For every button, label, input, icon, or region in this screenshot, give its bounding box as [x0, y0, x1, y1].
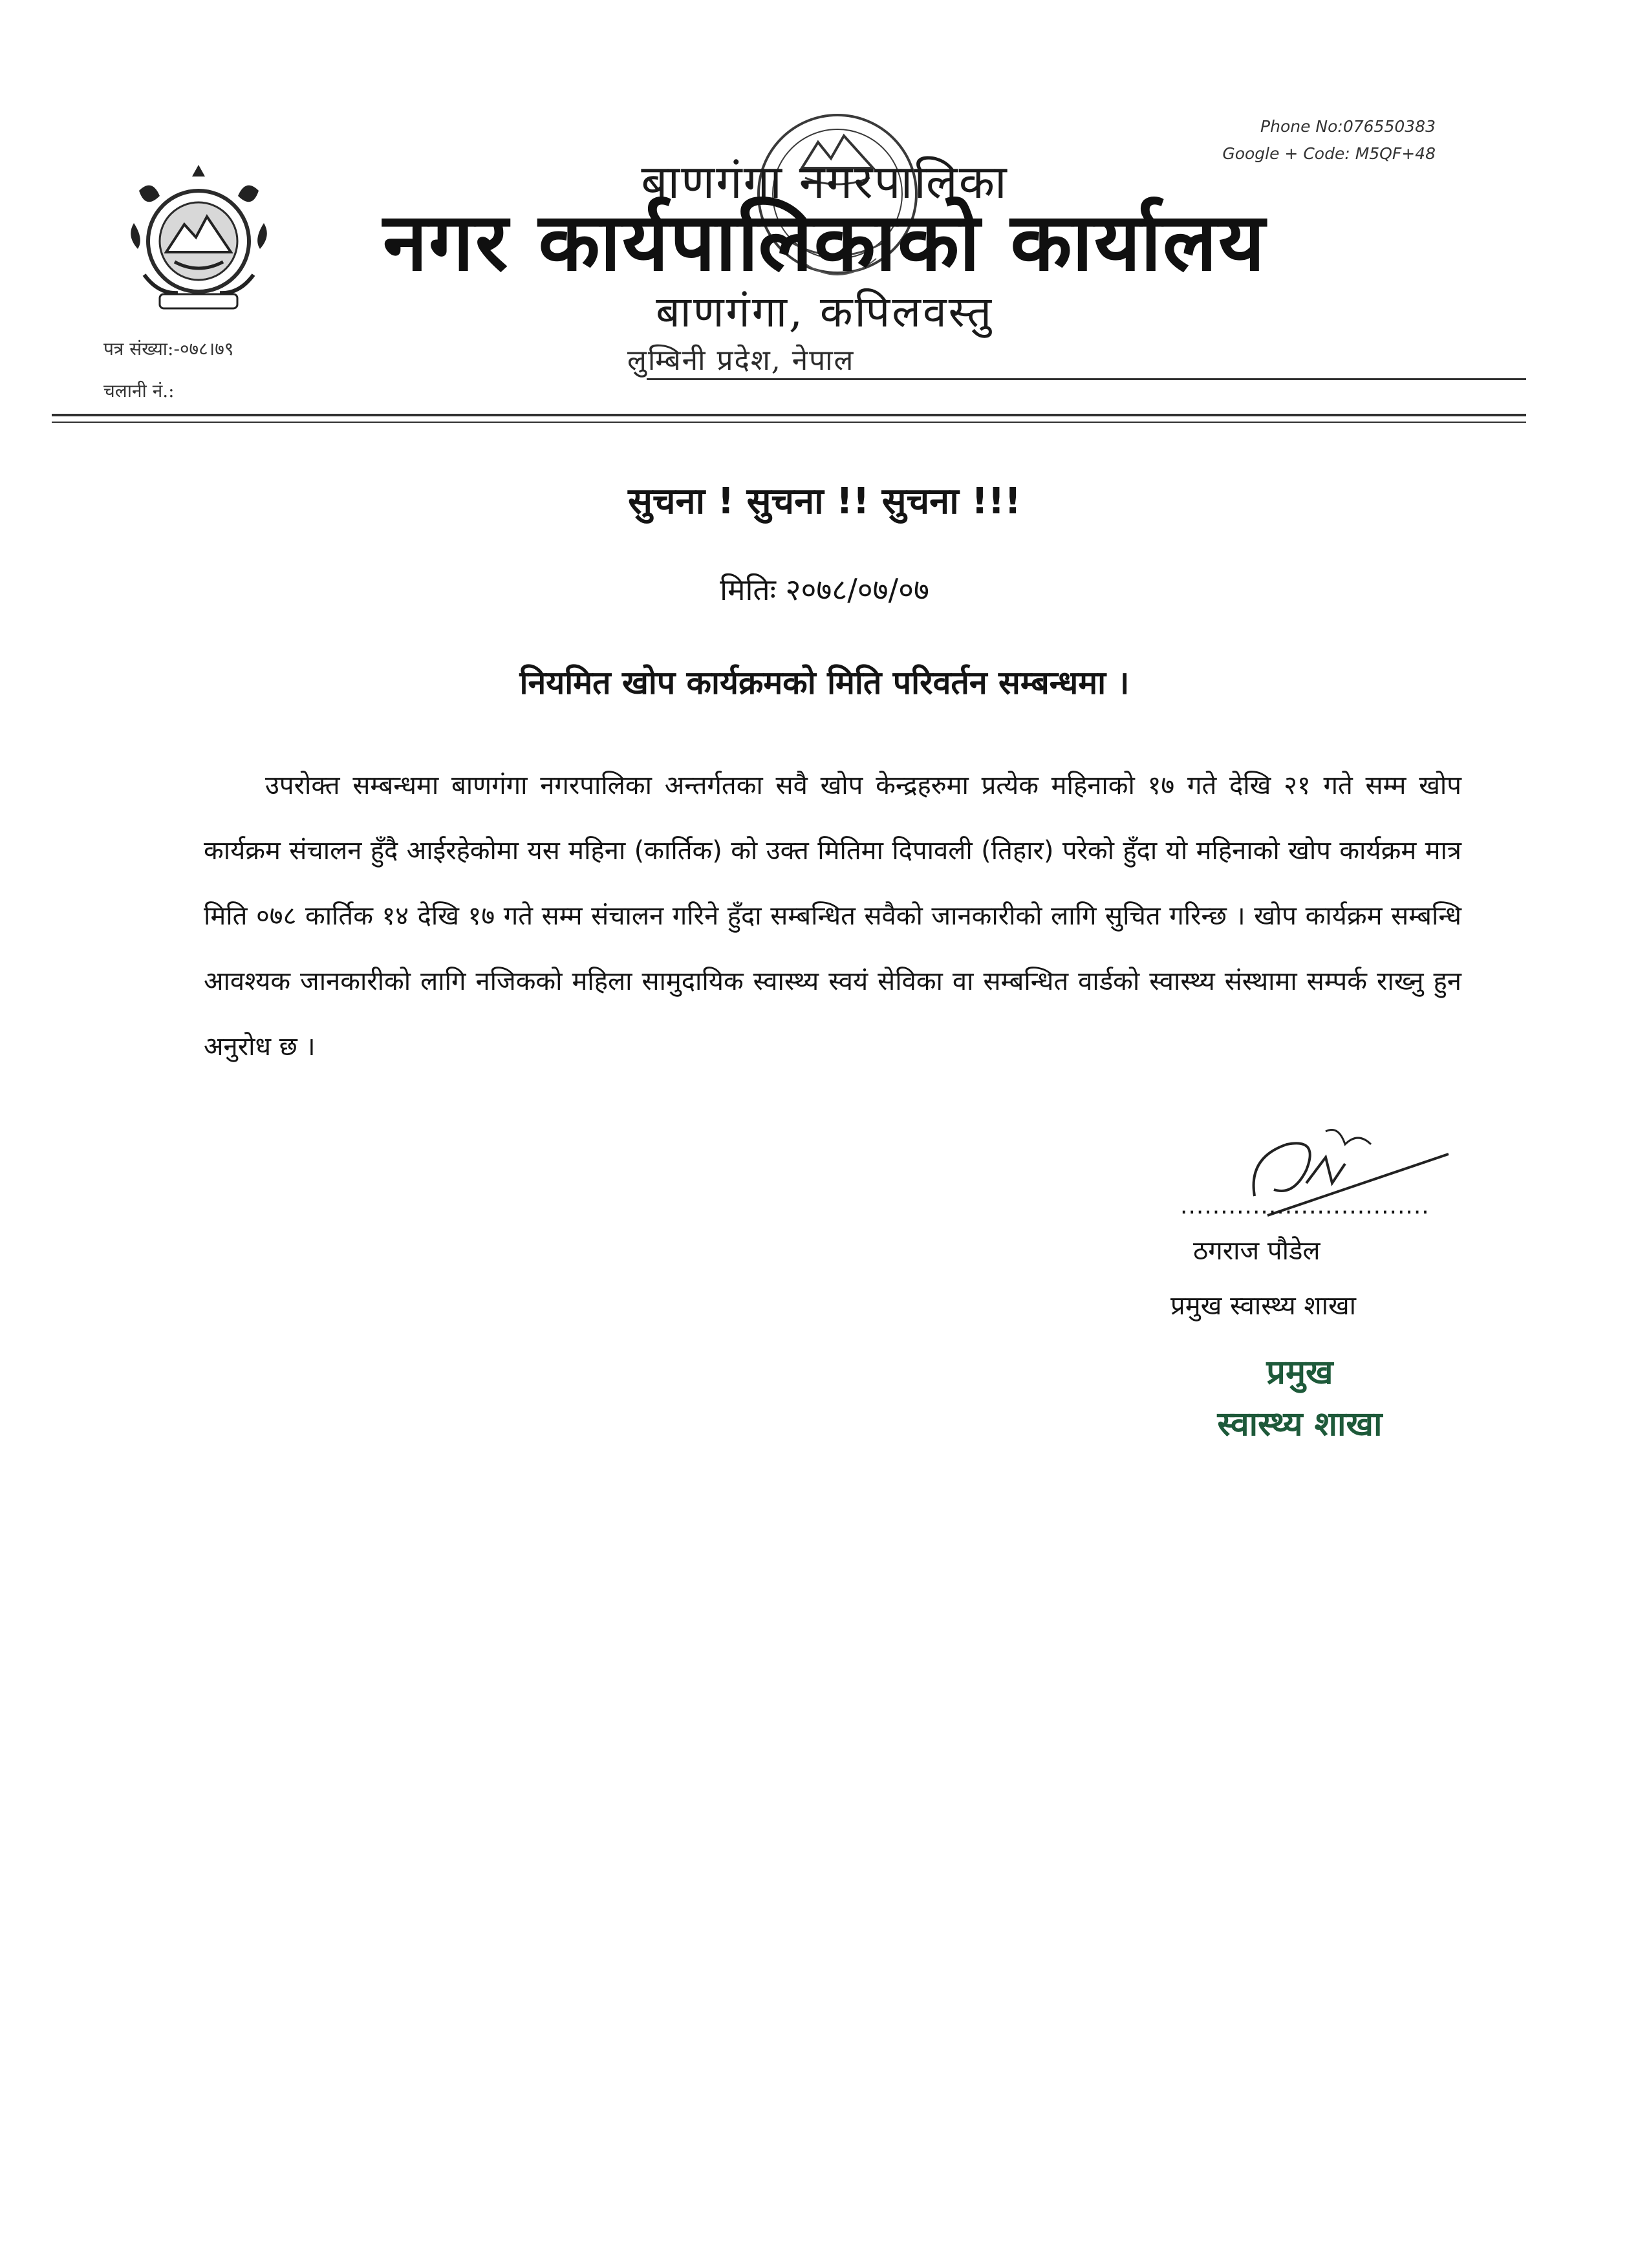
notice-subject: नियमित खोप कार्यक्रमको मिति परिवर्तन सम्बन्धमा । — [519, 664, 1130, 701]
office-title: नगर कार्यपालिकाको कार्यालय — [383, 195, 1266, 289]
letter-number: पत्र संख्या:-०७८।७९ — [103, 338, 234, 359]
municipality-name: बाणगंगा नगरपालिका — [641, 155, 1008, 209]
province-line: लुम्बिनी प्रदेश, नेपाल — [627, 344, 855, 377]
notice-body: उपरोक्त सम्बन्धमा बाणगंगा नगरपालिका अन्तर्गतका सवै खोप केन्द्रहरुमा प्रत्येक महिनाको १७ गते देखि २१ गते सम्म खोप कार्यक्रम संचालन हुँदै आईरहेकोमा यस महिना (कार्तिक) को उक्त मितिमा दिपावली (तिहार) परेको हुँदा यो महिनाको खोप कार्यक्रम मात्र मिति ०७८ कार्तिक १४ देखि १७ गते सम्म संचालन गरिने हुँदा सम्बन्धित सवैको जानकारीको लागि सुचित गरिन्छ । खोप कार्यक्रम सम्बन्धि आवश्यक जानकारीको लागि नजिकको महिला सामुदायिक स्वास्थ्य स्वयं सेविका वा सम्बन्धित वार्डको स्वास्थ्य संस्थामा सम्पर्क राख्नु हुन अनुरोध छ । — [204, 771, 1461, 1062]
phone-number: Phone No:076550383 — [1260, 117, 1436, 136]
header-rule-top — [647, 378, 1526, 380]
notice-heading: सुचना ! सुचना !! सुचना !!! — [628, 480, 1021, 522]
google-plus-code: Google + Code: M5QF+48 — [1222, 144, 1436, 163]
stamp-line-1: प्रमुख — [1266, 1353, 1333, 1392]
header-rule-double — [52, 414, 1526, 416]
notice-date: मितिः २०७८/०७/०७ — [720, 572, 929, 607]
dispatch-number: चलानी नं.: — [103, 380, 175, 401]
header-rule-double-2 — [52, 422, 1526, 423]
stamp-line-2: स्वास्थ्य शाखा — [1217, 1405, 1383, 1444]
signature-line: ............................... — [1180, 1193, 1430, 1219]
signer-name: ठगराज पौडेल — [1193, 1236, 1320, 1266]
office-address: बाणगंगा, कपिलवस्तु — [656, 287, 993, 337]
signer-title: प्रमुख स्वास्थ्य शाखा — [1170, 1291, 1357, 1321]
